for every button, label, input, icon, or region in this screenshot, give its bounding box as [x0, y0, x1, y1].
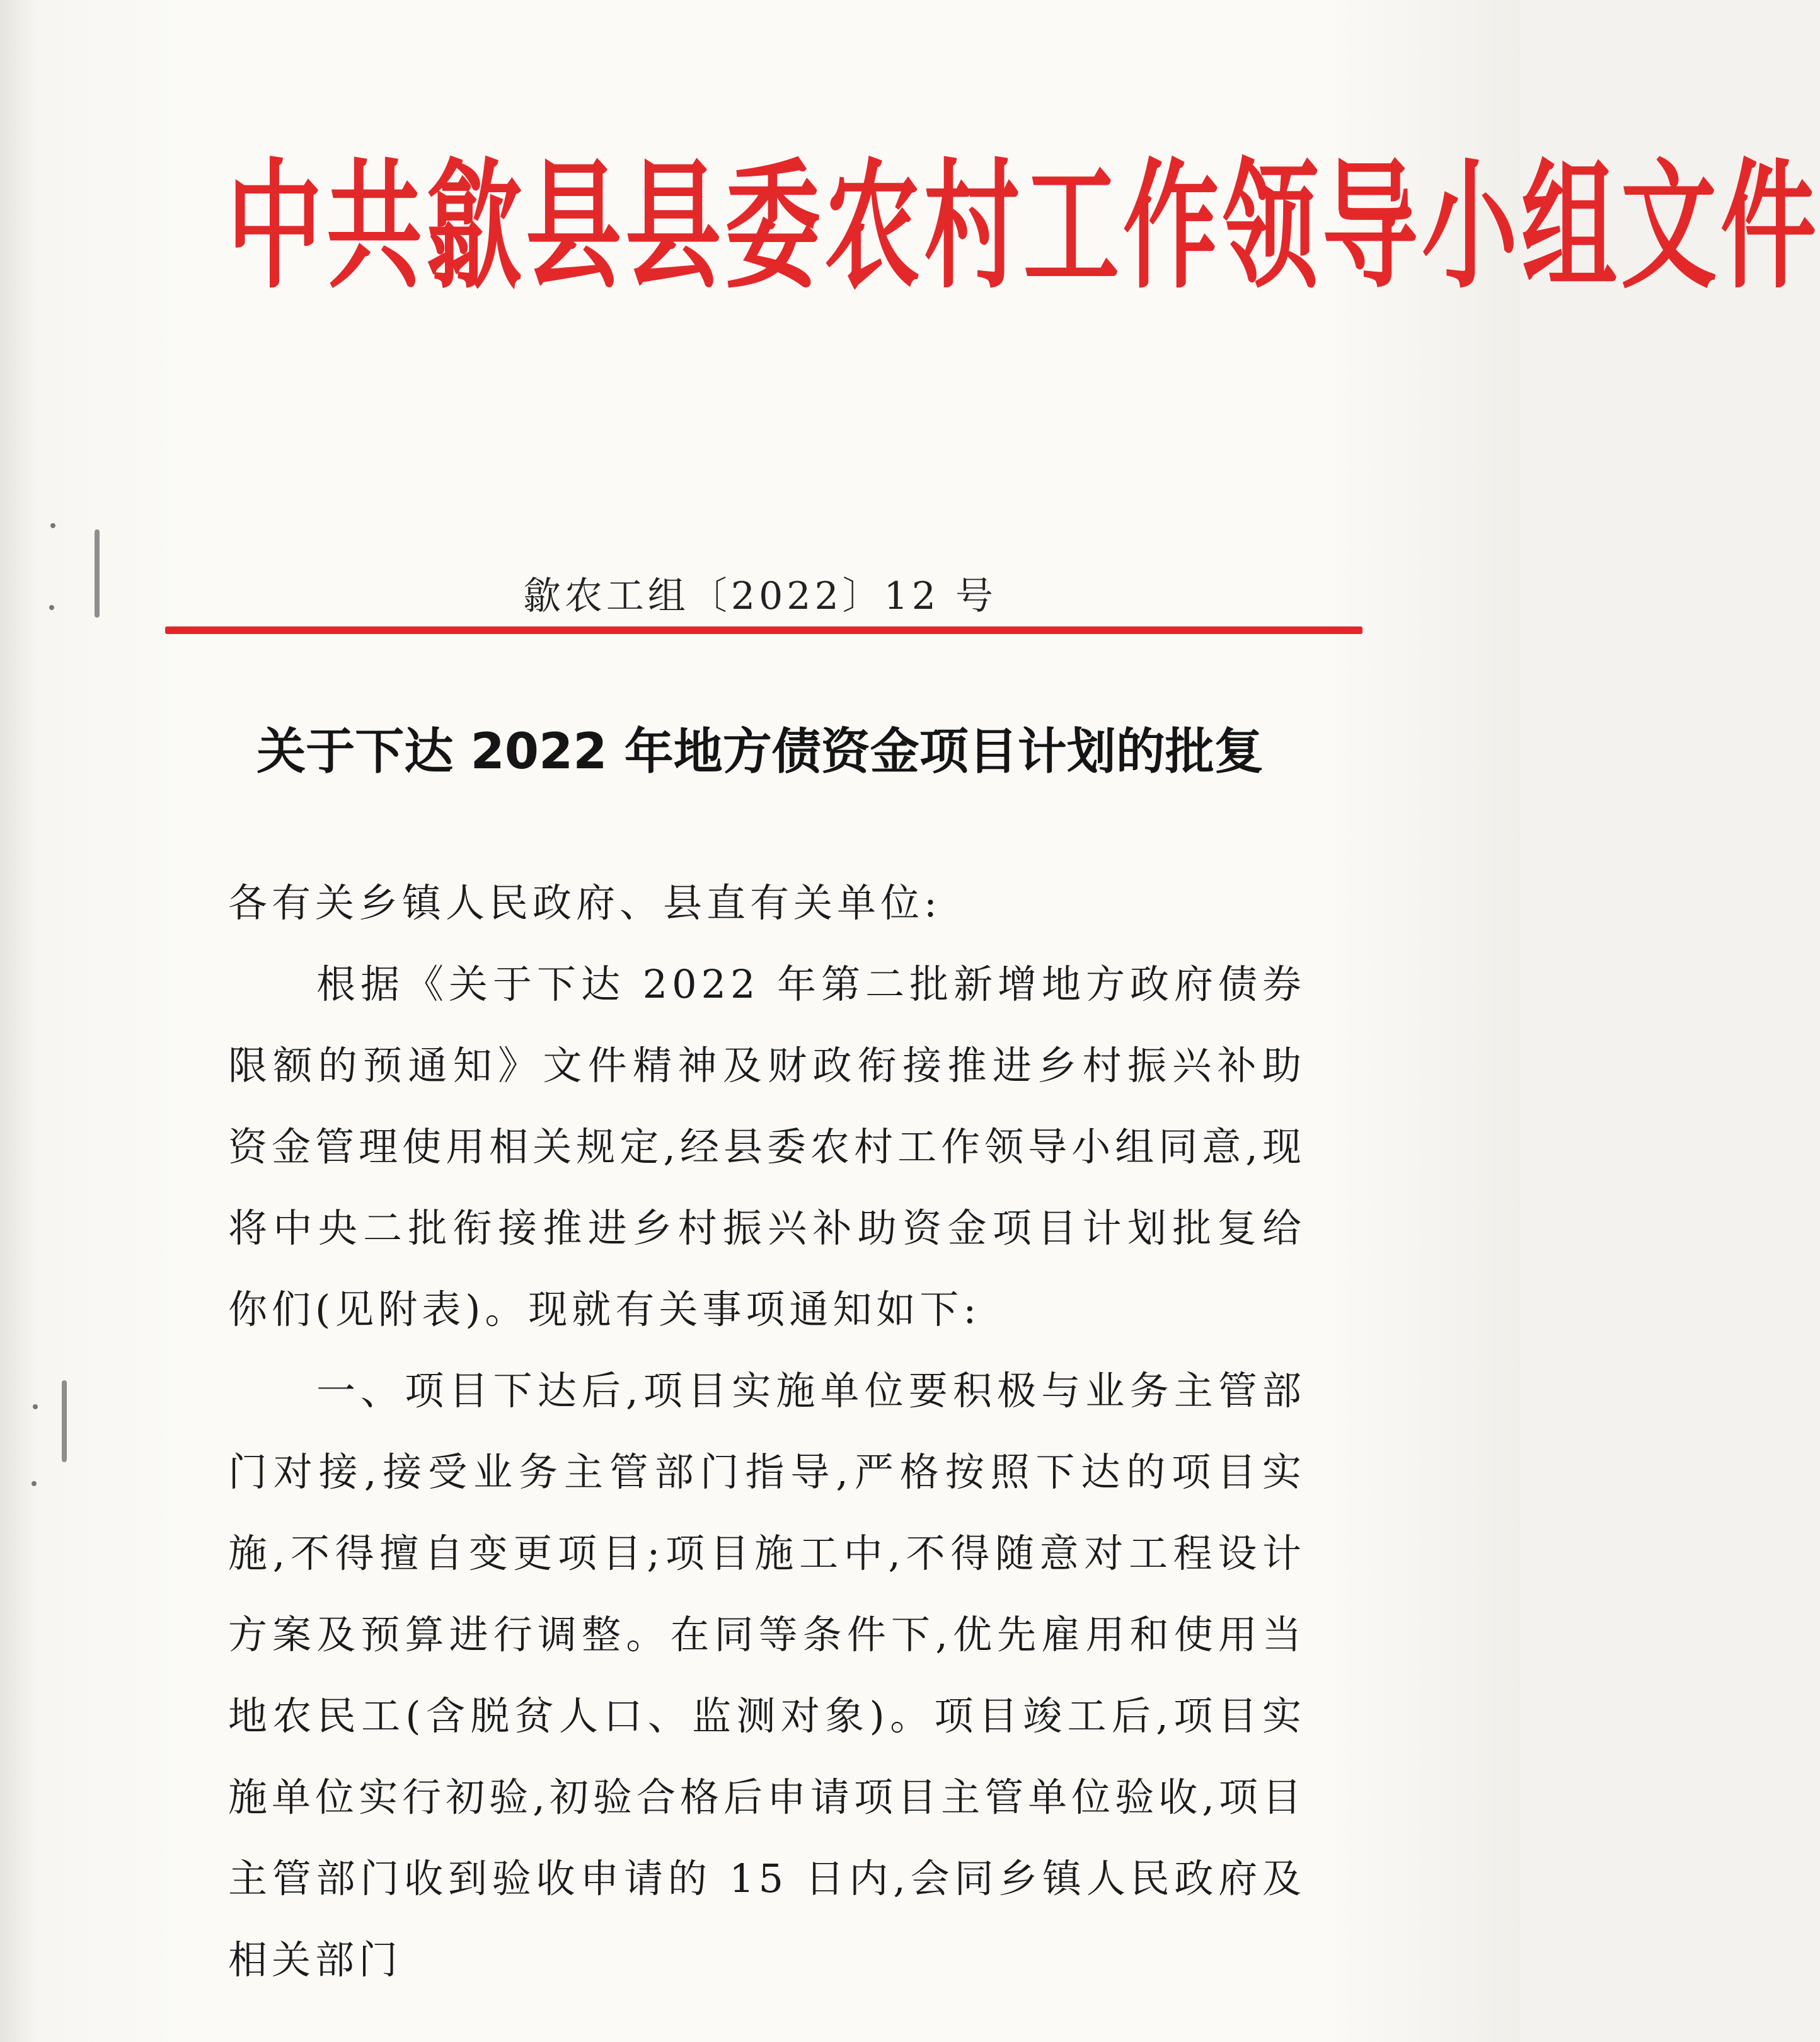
- body-paragraph-2: 一、项目下达后,项目实施单位要积极与业务主管部门对接,接受业务主管部门指导,严格按照下达的项目实施,不得擅自变更项目;项目施工中,不得随意对工程设计方案及预算进行调整。在同等条件下,优先雇用和使用当地农民工(含脱贫人口、监测对象)。项目竣工后,项目实施单位实行初验,初验合格后申请项目主管单位验收,项目主管部门收到验收申请的 15 日内,会同乡镇人民政府及相关部门: [228, 1368, 1306, 1983]
- document-body: [228, 862, 1306, 2000]
- document-title: 关于下达 2022 年地方债资金项目计划的批复: [256, 724, 1264, 780]
- salutation: 各有关乡镇人民政府、县直有关单位:: [228, 880, 942, 926]
- binding-hole-dot: [32, 1481, 37, 1486]
- document-header-title: 中共歙县县委农村工作领导小组文件: [227, 146, 1820, 308]
- staple-mark: [62, 1380, 67, 1462]
- document-number: 歙农工组〔2022〕12 号: [522, 574, 998, 618]
- binding-hole-dot: [33, 1404, 38, 1409]
- binding-hole-dot: [50, 523, 55, 528]
- red-divider-line: [165, 626, 1362, 634]
- body-paragraph-1: 根据《关于下达 2022 年第二批新增地方政府债券限额的预通知》文件精神及财政衔接推进乡村振兴补助资金管理使用相关规定,经县委农村工作领导小组同意,现将中央二批衔接推进乡村振兴补助资金项目计划批复给你们(见附表)。现就有关事项通知如下:: [228, 961, 1306, 1332]
